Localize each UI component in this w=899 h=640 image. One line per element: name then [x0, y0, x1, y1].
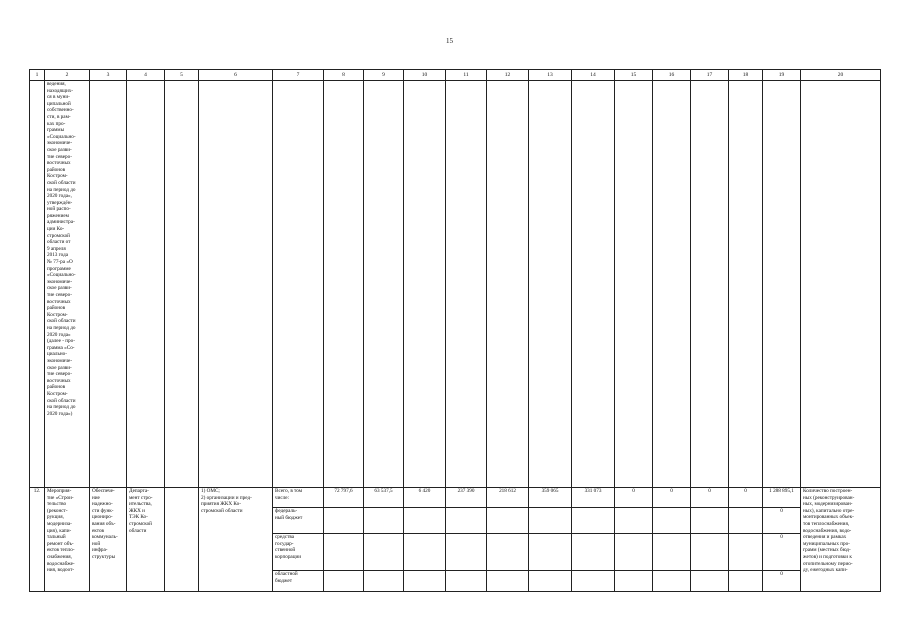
total-cell: 0	[763, 571, 801, 592]
header-cell: 10	[404, 70, 446, 81]
header-cell: 4	[127, 70, 165, 81]
header-cell: 5	[165, 70, 199, 81]
header-cell: 1	[30, 70, 45, 81]
measure-name: Мероприя- тие «Строи- тельство (реконст- рукция, модерниза- ция), капи- тальный ремонт объ- ектов тепло- снабжения, водоснабже- ния, водоот-	[45, 488, 90, 592]
funding-source-label: областной бюджет	[273, 571, 324, 592]
total-cell: 0	[763, 534, 801, 571]
continuation-text: ведения, находящих- ся в муни- ципальной собственно- сти, в рам- ках про- граммы «Социально- экономиче- ское разви- тие северо- восточных районов Костром- ской области на период до 2020 года», утверждён- ной распо- ряжением администра- ции Ко- стромской области от 9 апреля 2013 года № 77-ра «О программе «Социально- экономиче- ское разви- тие северо- восточных районов Костром- ской области на период до 2020 года» (далее - про- грамма «Со- циально- экономиче- ское разви- тие северо- восточных районов Костром- ской области на период до 2020 года»)	[45, 81, 90, 488]
page-number: 15	[446, 37, 453, 45]
participants: 1) ОМС; 2) организации и пред- приятия ЖКХ Ко- стромской области	[199, 488, 273, 592]
value-cell: 72 797,6	[324, 488, 364, 508]
value-cell: 218 612	[487, 488, 529, 508]
total-cell: 0	[763, 508, 801, 534]
header-cell: 18	[729, 70, 763, 81]
responsible-executor: Департа- мент стро- ительства, ЖКХ и ТЭК Ко- стромской области	[127, 488, 165, 592]
header-cell: 11	[446, 70, 487, 81]
header-cell: 17	[691, 70, 729, 81]
value-cell: 359 065	[529, 488, 572, 508]
funding-source-label: средства государ- ственной корпорации	[273, 534, 324, 571]
value-cell: 0	[615, 488, 653, 508]
header-cell: 14	[572, 70, 615, 81]
header-cell: 8	[324, 70, 364, 81]
header-cell: 6	[199, 70, 273, 81]
header-cell: 16	[653, 70, 691, 81]
header-cell: 19	[763, 70, 801, 81]
header-row	[30, 70, 881, 81]
funding-source-label: федераль- ный бюджет	[273, 508, 324, 534]
value-cell: 63 537,5	[364, 488, 404, 508]
measure-goal: Обеспече- ние надежно- сти функ- циониро- вания объ- ектов коммуналь- ной инфра- структуры	[90, 488, 127, 592]
value-cell: 0	[653, 488, 691, 508]
value-cell: 331 073	[572, 488, 615, 508]
value-cell: 0	[729, 488, 763, 508]
header-cell: 3	[90, 70, 127, 81]
value-cell: 237 390	[446, 488, 487, 508]
row-number: 12.	[30, 488, 45, 592]
table-row	[30, 488, 881, 508]
program-table	[29, 69, 881, 592]
value-cell: 0	[691, 488, 729, 508]
indicator-description: Количество построен- ных (реконструирован- ных, модернизирован- ных), капитально отре- монтированных объек- тов теплоснабжения, водоснабжения, водо- отведения и рамках муниципальных про- грамм (местных бюд- жетов) и подготовки к отопительному перио- ду, ежегодных капи-	[801, 488, 881, 592]
header-cell: 9	[364, 70, 404, 81]
header-cell: 7	[273, 70, 324, 81]
total-cell: 1 288 895,1	[763, 488, 801, 508]
header-cell: 20	[801, 70, 881, 81]
header-cell: 13	[529, 70, 572, 81]
header-cell: 12	[487, 70, 529, 81]
value-cell: 6 420	[404, 488, 446, 508]
header-cell: 2	[45, 70, 90, 81]
continuation-row	[30, 81, 881, 488]
header-cell: 15	[615, 70, 653, 81]
funding-source-label: Всего, в том числе:	[273, 488, 324, 508]
